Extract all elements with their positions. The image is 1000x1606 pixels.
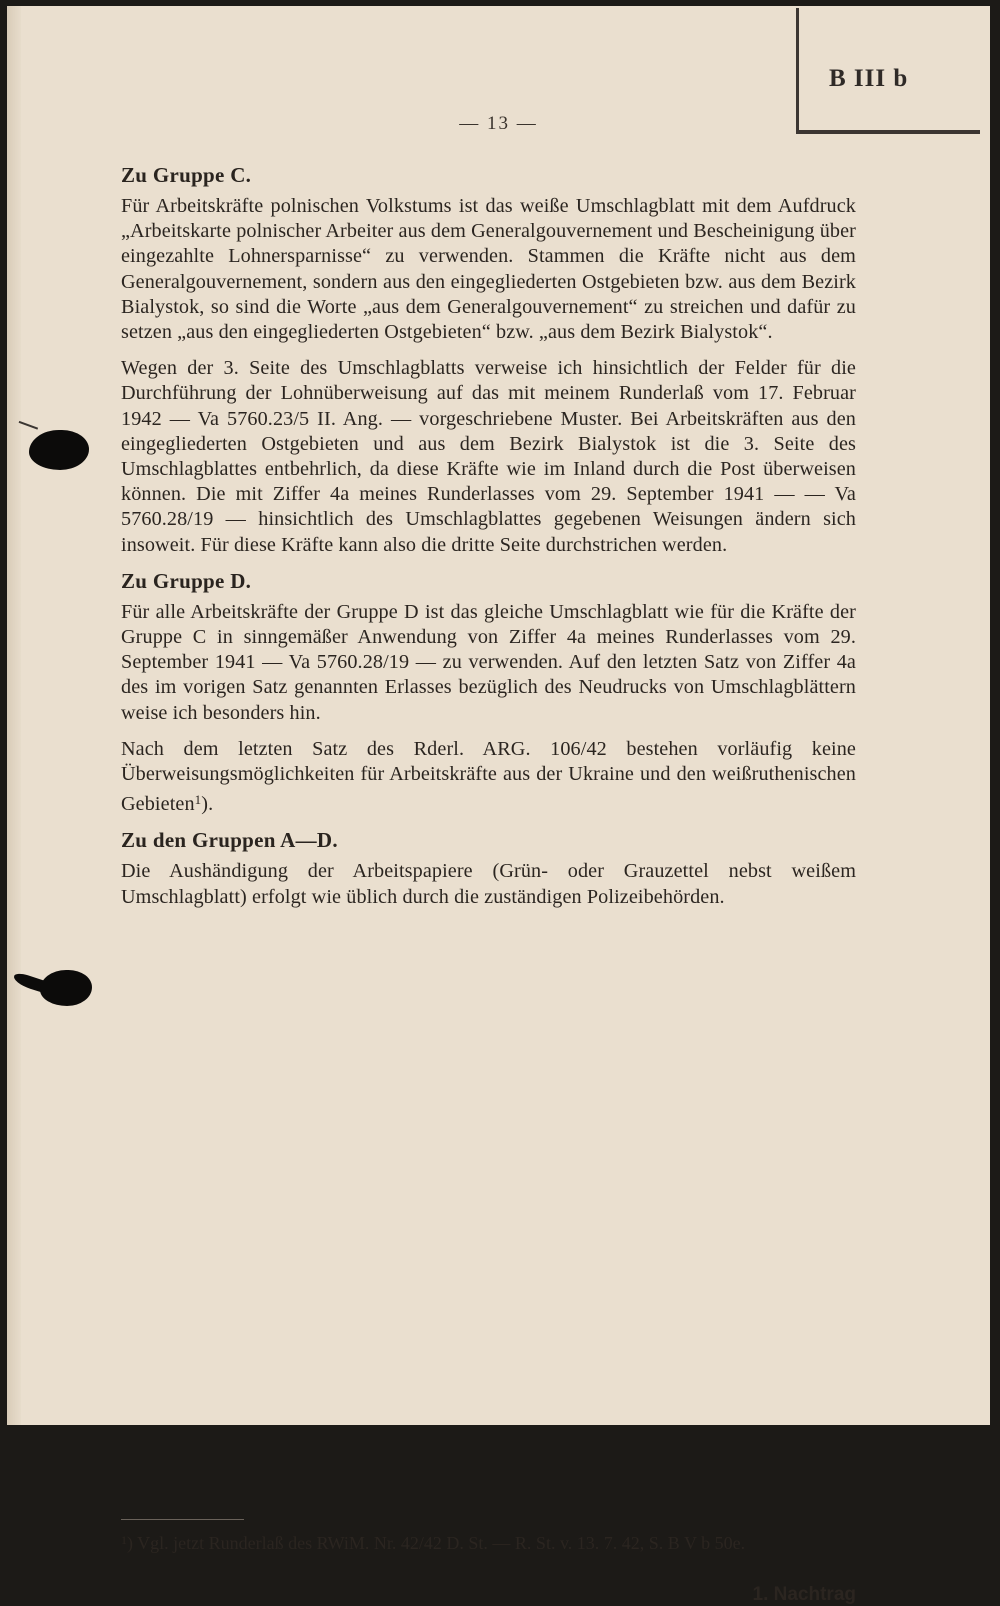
paragraph-gruppen-a-d-1: Die Aushändigung der Arbeitspapiere (Grün- oder Grauzettel nebst weißem Umschlagblatt) erfolgt wie üblich durch die zuständigen Polizeibehörden. [121, 860, 856, 908]
paragraph-gruppe-d-1: Für alle Arbeitskräfte der Gruppe D ist das gleiche Umschlagblatt wie für die Kräfte der Gruppe C in sinngemäßer Anwendung von Ziffer 4a meines Runderlasses vom 29. September 1941 — Va 5760.28/19 — zu verwenden. Auf den letzten Satz von Ziffer 4a des im vorigen Satz genannten Erlasses bezüglich des Neudrucks von Umschlagblättern weise ich besonders hin. [121, 600, 856, 724]
paragraph-gruppe-d-2-text: Nach dem letzten Satz des Rderl. ARG. 106/42 bestehen vorläufig keine Überweisungsmöglichkeiten für Arbeitskräfte aus der Ukraine und den weißruthenischen Gebieten [121, 737, 856, 816]
section-stamp-label: B III b [829, 65, 909, 92]
document-page [7, 6, 990, 1605]
footnote-text: ) Vgl. jetzt Runderlaß des RWiM. Nr. 42/42 D. St. — R. St. v. 13. 7. 42, S. B V b 50e. [127, 1533, 746, 1553]
footnote-marker: 1 [121, 1533, 127, 1547]
paragraph-gruppe-d-2 [121, 737, 856, 818]
footnote-divider [121, 1519, 244, 1520]
footnote-reference: 1 [194, 792, 202, 808]
page-number: — 13 — [459, 113, 538, 134]
heading-gruppe-c: Zu Gruppe C. [121, 163, 252, 187]
supplement-label: 1. Nachtrag [752, 1584, 856, 1605]
binder-edge [7, 6, 21, 1425]
ink-blot-mark [40, 970, 92, 1006]
paragraph-gruppe-c-1: Für Arbeitskräfte polnischen Volkstums ist das weiße Umschlagblatt mit dem Aufdruck „Arbeitskarte polnischer Arbeiter aus dem Generalgouvernement und Bescheinigung über eingezahlte Lohnersparnisse“ zu verwenden. Stammen die Kräfte nicht aus dem Generalgouvernement, sondern aus den eingegliederten Ostgebieten bzw. aus dem Bezirk Bialystok, so sind die Worte „aus dem Generalgouvernement“ zu streichen und dafür zu setzen „aus den eingegliederten Ostgebieten“ bzw. „aus dem Bezirk Bialystok“. [121, 195, 856, 344]
footnote [121, 1529, 856, 1554]
paragraph-gruppe-c-2: Wegen der 3. Seite des Umschlagblatts verweise ich hinsichtlich der Felder für die Durchführung der Lohnüberweisung auf das mit meinem Runderlaß vom 17. Februar 1942 — Va 5760.23/5 II. Ang. — vorgeschriebene Muster. Bei Arbeitskräften aus den eingegliederten Ostgebieten und aus dem Bezirk Bialystok ist die 3. Seite des Umschlagblattes entbehrlich, da diese Kräfte wie im Inland durch die Post überweisen können. Die mit Ziffer 4a meines Runderlasses vom 29. September 1941 — — Va 5760.28/19 — hinsichtlich des Umschlagblattes gegebenen Weisungen ändern sich insoweit. Für diese Kräfte kann also die dritte Seite durchstrichen werden. [121, 357, 856, 556]
body-text [121, 163, 856, 910]
ink-blot-mark [29, 430, 89, 470]
paragraph-gruppe-d-2-end: ). [201, 793, 214, 816]
heading-gruppen-a-d: Zu den Gruppen A—D. [121, 828, 338, 853]
heading-gruppe-d: Zu Gruppe D. [121, 568, 252, 593]
